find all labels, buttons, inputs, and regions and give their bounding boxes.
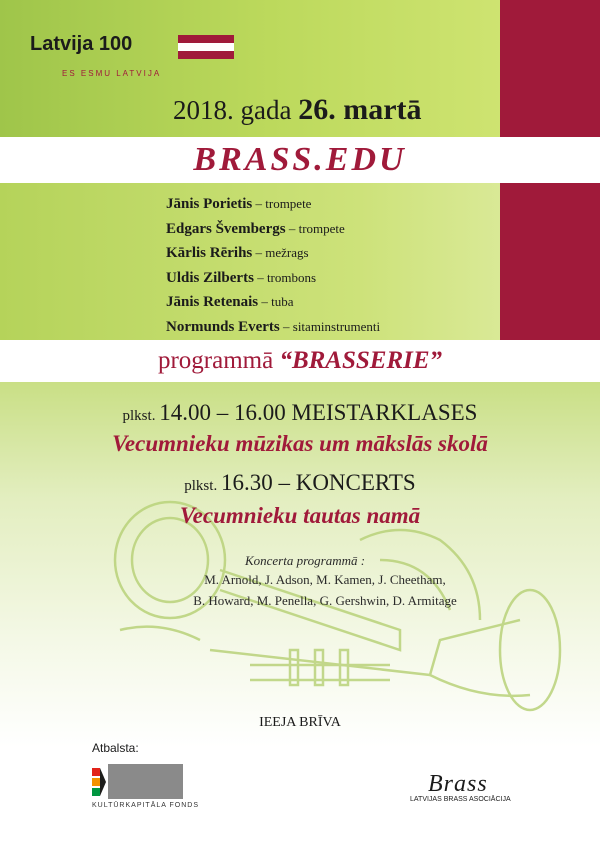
member-instrument: – trompete xyxy=(285,220,345,236)
schedule-main: 14.00 – 16.00 MEISTARKLASES xyxy=(159,400,478,425)
latvian-flag-icon xyxy=(178,35,234,59)
concert-program-heading: Koncerta programmā : xyxy=(244,553,366,568)
brass-instruments-illustration xyxy=(100,500,570,730)
logo-subtitle: ES ESMU LATVIJA xyxy=(62,69,162,78)
concert-program xyxy=(0,553,600,611)
latvija-100-logo xyxy=(30,33,210,83)
schedule-venue: Vecumnieku tautas namā xyxy=(179,503,421,528)
schedule-venue: Vecumnieku mūzikas um mākslās skolā xyxy=(112,431,488,456)
date-prefix: 2018. gada xyxy=(173,95,292,125)
program-line xyxy=(0,347,600,375)
ensemble-title: BRASS.EDU xyxy=(193,141,407,178)
member-name: Normunds Everts xyxy=(166,318,280,335)
members-list xyxy=(166,192,380,339)
schedule-item-masterclass xyxy=(0,400,600,426)
sponsor-name: KULTŪRKAPITĀLA FONDS xyxy=(92,802,200,809)
brass-logo-text: Brass xyxy=(428,771,488,797)
support-label: Atbalsta: xyxy=(92,741,139,755)
logo-name: Latvija 100 xyxy=(30,33,133,55)
schedule-prefix: plkst. xyxy=(184,478,221,494)
red-bar-top xyxy=(500,0,600,137)
member-instrument: – mežrags xyxy=(252,245,309,260)
free-entry: IEEJA BRĪVA xyxy=(259,715,341,730)
program-prefix: programmā xyxy=(157,347,280,374)
member-instrument: – sitaminstrumenti xyxy=(279,318,381,334)
member-item xyxy=(166,290,380,315)
composers-line: B. Howard, M. Penella, G. Gershwin, D. Armitage xyxy=(193,593,457,608)
member-item xyxy=(166,266,380,291)
member-item xyxy=(166,217,380,242)
member-name: Jānis Retenais xyxy=(166,294,259,310)
schedule-prefix: plkst. xyxy=(122,408,160,424)
schedule-main: 16.30 – KONCERTS xyxy=(220,470,416,495)
program-title: “BRASSERIE” xyxy=(279,347,443,374)
event-date xyxy=(173,93,422,127)
composers-line: M. Arnold, J. Adson, M. Kamen, J. Cheetham, xyxy=(204,572,446,587)
member-name: Kārlis Rērihs xyxy=(166,245,253,261)
brass-logo-subtitle: LATVIJAS BRASS ASOCIĀCIJA xyxy=(410,796,511,803)
member-item xyxy=(166,192,380,217)
schedule-item-concert xyxy=(0,470,600,496)
red-bar-middle xyxy=(500,183,600,340)
member-name: Jānis Porietis xyxy=(166,196,253,212)
member-item xyxy=(166,241,380,266)
member-name: Uldis Zilberts xyxy=(166,269,254,286)
member-instrument: – trompete xyxy=(252,196,312,211)
date-main: 26. martā xyxy=(298,93,422,126)
member-name: Edgars Švembergs xyxy=(166,220,286,237)
member-instrument: – trombons xyxy=(253,269,317,285)
member-item xyxy=(166,315,380,340)
member-instrument: – tuba xyxy=(258,294,294,309)
